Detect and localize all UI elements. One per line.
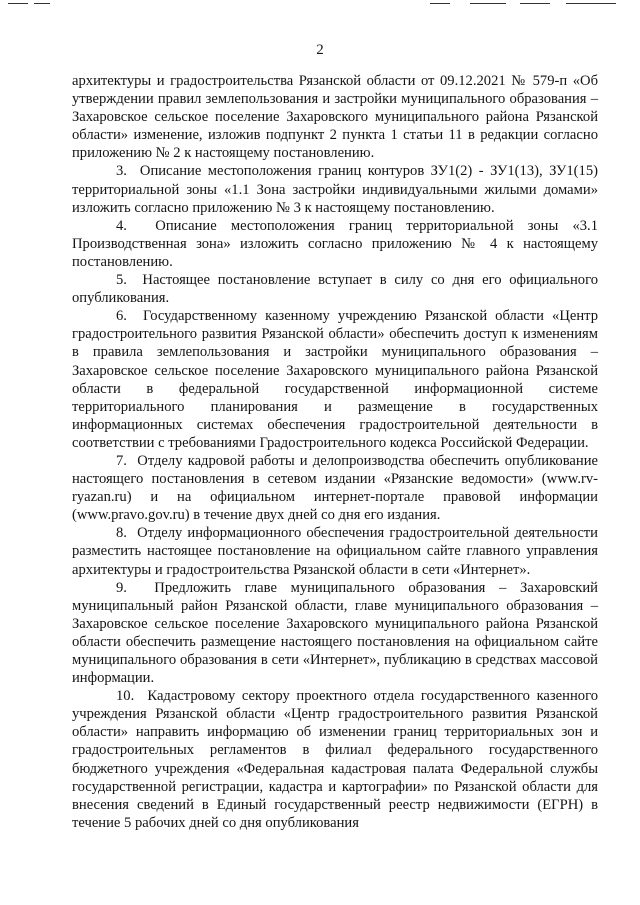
scan-mark — [566, 3, 616, 4]
scan-mark — [34, 3, 50, 4]
scan-mark — [8, 3, 28, 4]
paragraph-7: 7. Отделу кадровой работы и делопроизводства обеспечить опубликование настоящего постановления в сетевом издании «Рязанские ведомости» (www.rv-ryazan.ru) и на официальном интернет-портале правовой информации (www.pravo.gov.ru) в течение двух дней со дня его издания. — [72, 452, 598, 524]
paragraph-6: 6. Государственному казенному учреждению Рязанской области «Центр градостроительного развития Рязанской области» обеспечить доступ к изменениям в правила землепользования и застройки муниципального образования – Захаровское сельское поселение Захаровского муниципального района Рязанской области в федеральной государственной информационной системе территориального планирования и размещение в государственных информационных системах обеспечения градостроительной деятельности в соответствии с требованиями Градостроительного кодекса Российской Федерации. — [72, 308, 598, 451]
paragraph-8: 8. Отделу информационного обеспечения градостроительной деятельности разместить настоящее постановление на официальном сайте главного управления архитектуры и градостроительства Рязанской области в сети «Интернет». — [72, 525, 598, 578]
paragraph-4: 4. Описание местоположения границ территориальной зоны «3.1 Производственная зона» изложить согласно приложению № 4 к настоящему постановлению. — [72, 217, 598, 270]
page-number: 2 — [316, 42, 324, 58]
paragraph-continuation: архитектуры и градостроительства Рязанской области от 09.12.2021 № 579-п «Об утверждении правил землепользования и застройки муниципального образования – Захаровское сельское поселение Захаровского муниципального района Рязанской области» изменение, изложив подпункт 2 пункта 1 статьи 11 в редакции согласно приложению № 2 к настоящему постановлению. — [72, 73, 598, 162]
scan-mark — [520, 3, 550, 4]
paragraph-5: 5. Настоящее постановление вступает в силу со дня его официального опубликования. — [72, 272, 598, 307]
scan-mark — [430, 3, 450, 4]
paragraph-3: 3. Описание местоположения границ контуров ЗУ1(2) - ЗУ1(13), ЗУ1(15) территориальной зоны «1.1 Зона застройки индивидуальными жилыми домами» изложить согласно приложению № 3 к настоящему постановлению. — [72, 163, 598, 216]
paragraph-9: 9. Предложить главе муниципального образования – Захаровский муниципальный район Рязанской области, главе муниципального образования – Захаровское сельское поселение Захаровского муниципального района Рязанской области обеспечить размещение настоящего постановления на официальном сайте муниципального образования в сети «Интернет», публикацию в средствах массовой информации. — [72, 579, 598, 687]
document-body — [72, 72, 598, 832]
scan-mark — [470, 3, 506, 4]
paragraph-10: 10. Кадастровому сектору проектного отдела государственного казенного учреждения Рязанской области «Центр градостроительного развития Рязанской области» направить информацию об изменении границ территориальных зон и градостроительных регламентов в филиал федерального государственного бюджетного учреждения «Федеральная кадастровая палата Федеральной службы государственной регистрации, кадастра и картографии» по Рязанской области для внесения сведений в Единый государственный реестр недвижимости (ЕГРН) в течение 5 рабочих дней со дня опубликования — [72, 688, 598, 831]
